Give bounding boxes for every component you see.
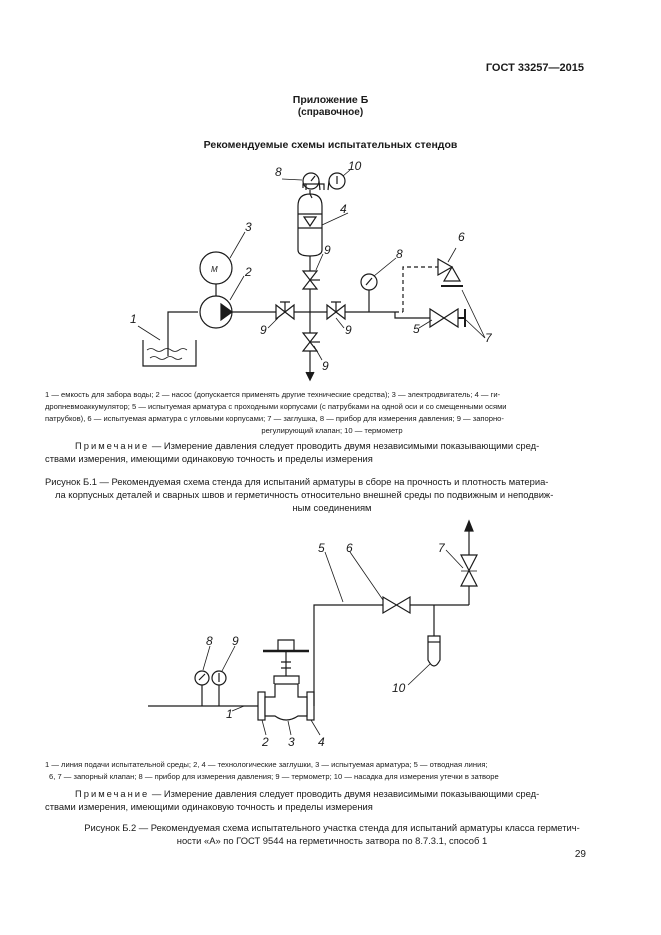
fig2-label-7: 7 bbox=[438, 541, 445, 555]
fig1-label-9a: 9 bbox=[324, 243, 331, 257]
fig2-label-5: 5 bbox=[318, 541, 325, 555]
figure-2-caption bbox=[45, 821, 619, 847]
caption-line: ным соединениям bbox=[292, 502, 372, 513]
section-title: Рекомендуемые схемы испытательных стендов bbox=[203, 139, 458, 151]
figure-2-legend bbox=[45, 759, 619, 783]
fig1-label-1: 1 bbox=[130, 312, 137, 326]
standard-number: ГОСТ 33257—2015 bbox=[485, 62, 584, 74]
fig2-label-8: 8 bbox=[206, 634, 213, 648]
caption-line: Рисунок Б.1 — Рекомендуемая схема стенда для испытаний арматуры в сборе на прочность и плотность материа- bbox=[45, 476, 549, 487]
note-label: Примечание bbox=[75, 788, 150, 799]
figure-1-diagram bbox=[0, 150, 661, 390]
fig1-label-8b: 8 bbox=[396, 247, 403, 261]
legend-line: 6, 7 — запорный клапан; 8 — прибор для измерения давления; 9 — термометр; 10 — насадка для измерения утечки в затворе bbox=[49, 772, 499, 781]
fig2-label-9: 9 bbox=[232, 634, 239, 648]
legend-line: 1 — линия подачи испытательной среды; 2, 4 — технологические заглушки, 3 — испытуемая арматура; 5 — отводная линия; bbox=[45, 760, 488, 769]
fig1-label-10: 10 bbox=[348, 159, 362, 173]
page-number: 29 bbox=[574, 849, 586, 860]
appendix-subtitle: (справочное) bbox=[297, 107, 364, 118]
fig1-label-5: 5 bbox=[413, 322, 420, 336]
appendix-title: Приложение Б bbox=[292, 94, 369, 106]
figure-1-note bbox=[45, 439, 619, 465]
note-text: — Измерение давления следует проводить двумя независимыми показывающими сред- bbox=[149, 788, 540, 799]
legend-line: регулирующий клапан; 10 — термометр bbox=[261, 426, 403, 435]
legend-line: дропневмоаккумулятор; 5 — испытуемая арматура с проходными корпусами (с патрубками на одной оси и со смещенными осями bbox=[45, 402, 507, 411]
fig2-label-3: 3 bbox=[288, 735, 295, 749]
note-text-line2: ствами измерения, имеющими одинаковую точность и пределы измерения bbox=[45, 453, 373, 464]
legend-line: патрубков), 6 — испытуемая арматура с угловыми корпусами; 7 — заглушка, 8 — прибор для измерения давления; 9 — запорно- bbox=[45, 414, 504, 423]
motor-symbol: М bbox=[211, 265, 218, 274]
fig1-label-2: 2 bbox=[245, 265, 252, 279]
note-text-line2: ствами измерения, имеющими одинаковую точность и пределы измерения bbox=[45, 801, 373, 812]
caption-line: Рисунок Б.2 — Рекомендуемая схема испытательного участка стенда для испытаний арматуры класса герметич- bbox=[84, 822, 580, 833]
fig1-label-9c: 9 bbox=[345, 323, 352, 337]
figure-1-legend bbox=[45, 389, 619, 437]
fig2-label-2: 2 bbox=[262, 735, 269, 749]
note-text: — Измерение давления следует проводить двумя независимыми показывающими сред- bbox=[149, 440, 540, 451]
fig2-label-10: 10 bbox=[392, 681, 406, 695]
caption-line: ла корпусных деталей и сварных швов и герметичность относительно внешней среды по подвижным и неподвиж- bbox=[55, 489, 554, 500]
fig1-label-9d: 9 bbox=[322, 359, 329, 373]
fig1-label-4: 4 bbox=[340, 202, 347, 216]
fig2-label-1: 1 bbox=[226, 707, 233, 721]
figure-2-diagram bbox=[0, 520, 661, 750]
fig1-label-6: 6 bbox=[458, 230, 465, 244]
figure-1-caption bbox=[45, 475, 619, 514]
note-label: Примечание bbox=[75, 440, 150, 451]
fig2-label-4: 4 bbox=[318, 735, 325, 749]
fig1-label-3: 3 bbox=[245, 220, 252, 234]
caption-line: ности «А» по ГОСТ 9544 на герметичность затвора по 8.7.3.1, способ 1 bbox=[176, 835, 488, 846]
figure-2-note bbox=[45, 787, 619, 813]
fig1-label-9b: 9 bbox=[260, 323, 267, 337]
fig1-label-8a: 8 bbox=[275, 165, 282, 179]
fig2-label-6: 6 bbox=[346, 541, 353, 555]
legend-line: 1 — емкость для забора воды; 2 — насос (допускается применять другие технические средства); 3 — электродвигатель; 4 — ги- bbox=[45, 390, 501, 399]
fig1-label-7: 7 bbox=[485, 331, 492, 345]
